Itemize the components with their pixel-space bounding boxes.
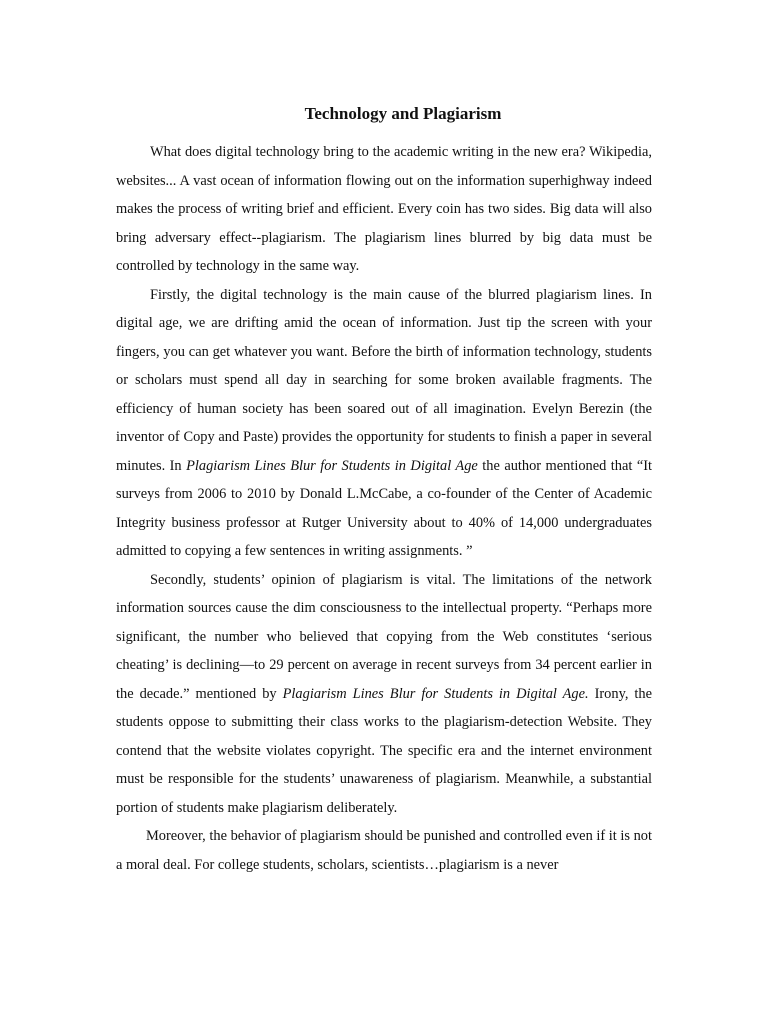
paragraph-secondly-citation: Plagiarism Lines Blur for Students in Digital Age. xyxy=(282,685,589,702)
paragraph-secondly-text-b: Irony, the students oppose to submitting their class works to the plagiarism-detection Website. They contend that the website violates copyright. The specific era and the internet environment must be responsible for the students’ unawareness of plagiarism. Meanwhile, a substantial portion of students make plagiarism deliberately. xyxy=(116,685,653,816)
paragraph-firstly-text-a: Firstly, the digital technology is the main cause of the blurred plagiarism lines. In digital age, we are drifting amid the ocean of information. Just tip the screen with your fingers, you can get whatever you want. Before the birth of information technology, students or scholars must spend all day in searching for some broken available fragments. The efficiency of human society has been soared out of all imagination. Evelyn Berezin (the inventor of Copy and Paste) provides the opportunity for students to finish a paper in several minutes. In xyxy=(116,286,652,474)
paragraph-firstly-text-b: the author mentioned that “It surveys from 2006 to 2010 by Donald L.McCabe, a co-founder of the Center of Academic Integrity business professor at Rutger University about to 40% of 14,000 undergraduates admitted to copying a few sentences in writing assignments. ” xyxy=(116,457,653,559)
paragraph-firstly-citation: Plagiarism Lines Blur for Students in Digital Age xyxy=(186,457,478,474)
document-title: Technology and Plagiarism xyxy=(304,104,502,123)
paragraph-intro: What does digital technology bring to the academic writing in the new era? Wikipedia, websites... A vast ocean of information flowing out on the information superhighway indeed makes the process of writing brief and efficient. Every coin has two sides. Big data will also bring adversary effect--plagiarism. The plagiarism lines blurred by big data must be controlled by technology in the same way. xyxy=(116,144,652,274)
paragraph-secondly-text-a: Secondly, students’ opinion of plagiarism is vital. The limitations of the network information sources cause the dim consciousness to the intellectual property. “Perhaps more significant, the number who believed that copying from the Web constitutes ‘serious cheating’ is declining—to 29 percent on average in recent surveys from 34 percent earlier in the decade.” mentioned by xyxy=(116,571,652,702)
paragraph-moreover: Moreover, the behavior of plagiarism should be punished and controlled even if it is not a moral deal. For college students, scholars, scientists…plagiarism is a never xyxy=(116,828,652,873)
paragraph-firstly xyxy=(116,281,652,566)
paragraph-secondly xyxy=(116,566,652,823)
document-body xyxy=(116,138,652,879)
